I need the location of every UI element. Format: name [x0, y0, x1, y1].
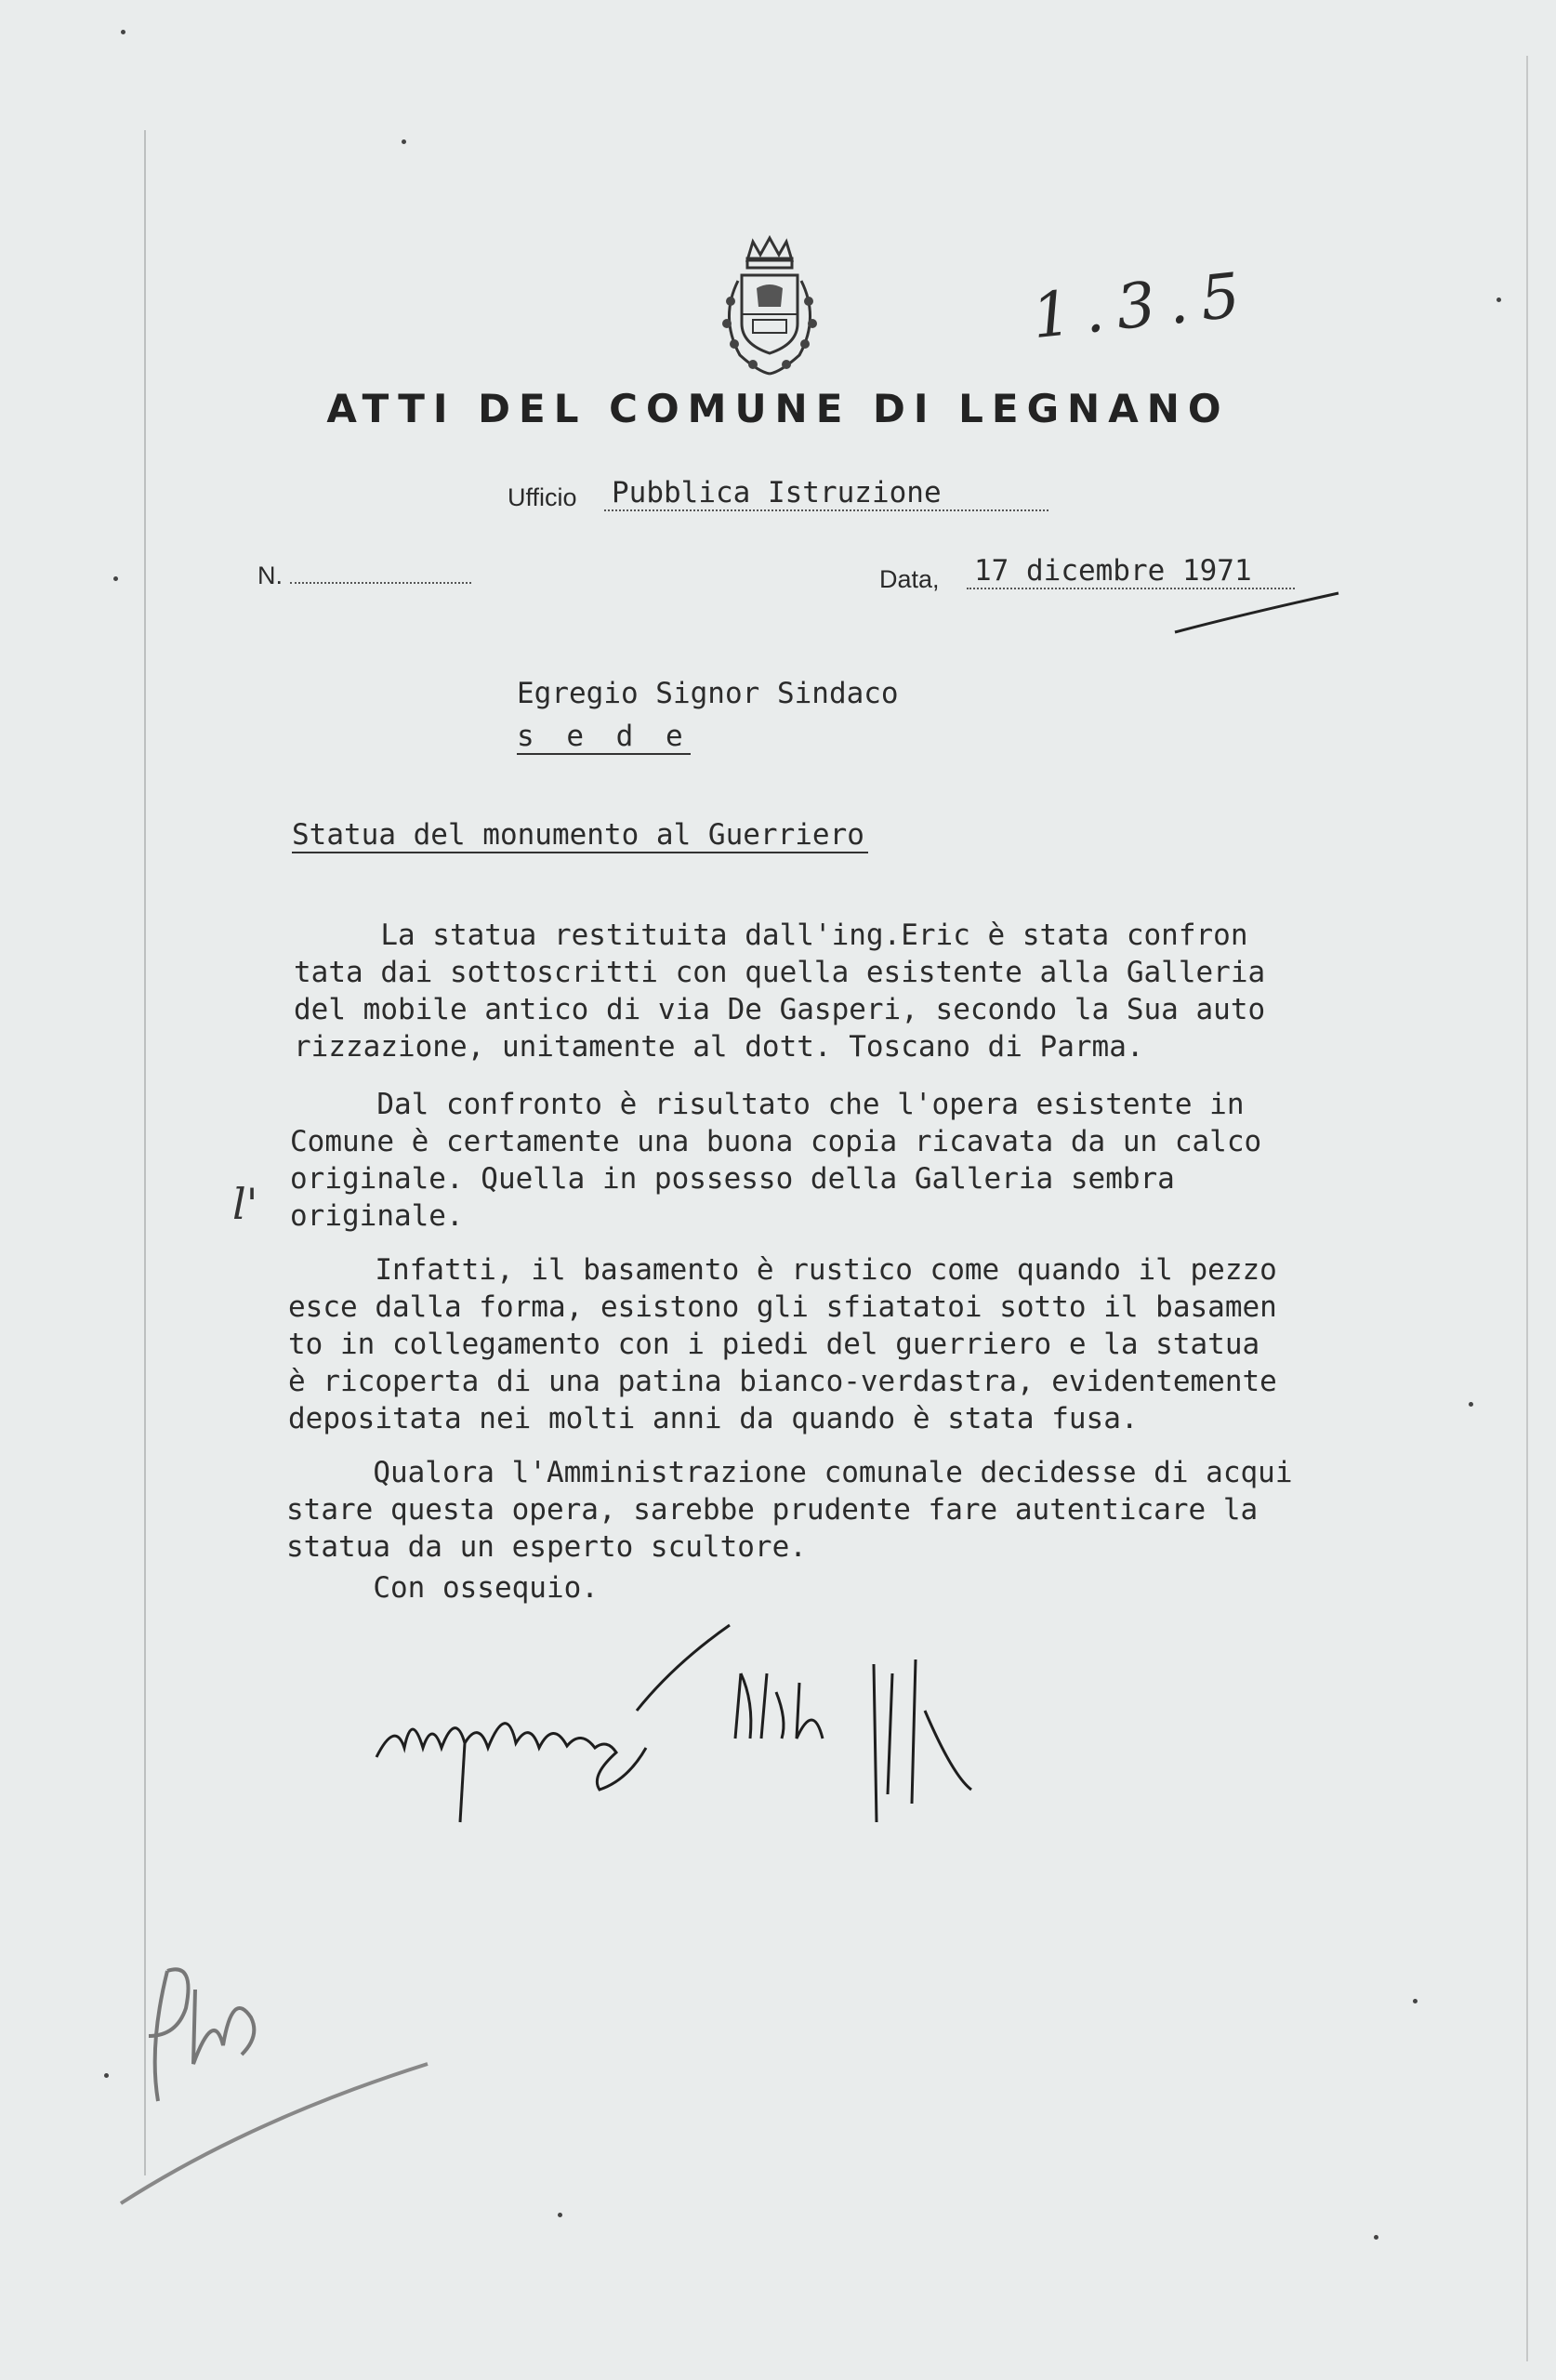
date-value: 17 dicembre 1971 — [967, 554, 1295, 589]
scan-speck — [1497, 298, 1501, 302]
body-line: è ricoperta di una patina bianco-verdastra, evidentemente — [288, 1365, 1277, 1398]
scan-speck — [402, 139, 406, 144]
coat-of-arms-icon — [712, 234, 828, 378]
right-margin-rule — [1526, 56, 1528, 2361]
date-label: Data, — [879, 565, 940, 593]
body-line: tata dai sottoscritti con quella esistente alla Galleria — [294, 956, 1266, 989]
scan-speck — [1469, 1402, 1473, 1407]
office-value: Pubblica Istruzione — [604, 476, 1048, 511]
body-line: Qualora l'Amministrazione comunale decidesse di acqui — [286, 1456, 1293, 1489]
scan-speck — [1413, 1999, 1418, 2003]
subject-heading: Statua del monumento al Guerriero — [292, 818, 868, 853]
handwritten-reference-number: 1.3.5 — [1028, 258, 1257, 353]
body-line: to in collegamento con i piedi del guerriero e la statua — [288, 1328, 1260, 1361]
closing-line: Con ossequio. — [286, 1571, 599, 1605]
margin-handwritten-note: l' — [232, 1179, 258, 1229]
body-line: originale. Quella in possesso della Galleria sembra — [290, 1162, 1175, 1196]
body-line: La statua restituita dall'ing.Eric è stata confron — [294, 919, 1248, 952]
body-line: depositata nei molti anni da quando è stata fusa. — [288, 1402, 1139, 1435]
number-label: N. — [257, 562, 283, 589]
body-line: Dal confronto è risultato che l'opera esistente in — [290, 1088, 1245, 1121]
number-dotted-line — [290, 582, 471, 584]
body-line: Infatti, il basamento è rustico come quando il pezzo — [288, 1253, 1277, 1287]
pencil-initials — [112, 1934, 446, 2213]
body-line: rizzazione, unitamente al dott. Toscano di Parma. — [294, 1030, 1144, 1064]
scan-speck — [1374, 2235, 1378, 2240]
scan-speck — [121, 30, 125, 34]
body-line: del mobile antico di via De Gasperi, secondo la Sua auto — [294, 993, 1266, 1026]
scan-speck — [113, 576, 118, 581]
body-line: originale. — [290, 1199, 464, 1233]
addressee-line: Egregio Signor Sindaco — [517, 677, 899, 710]
body-line: esce dalla forma, esistono gli sfiatatoi sotto il basamen — [288, 1290, 1277, 1324]
letterhead-title: ATTI DEL COMUNE DI LEGNANO — [326, 386, 1230, 431]
scan-speck — [558, 2213, 562, 2217]
addressee-sede: s e d e — [517, 720, 691, 753]
office-label: Ufficio — [508, 483, 577, 511]
body-line: statua da un esperto scultore. — [286, 1530, 807, 1564]
body-line: stare questa opera, sarebbe prudente fare autenticare la — [286, 1493, 1259, 1527]
date-underline-stroke — [1171, 586, 1343, 641]
body-line: Comune è certamente una buona copia ricavata da un calco — [290, 1125, 1262, 1158]
scan-speck — [104, 2073, 109, 2078]
left-margin-rule — [144, 130, 146, 2175]
signatures — [367, 1608, 999, 1831]
